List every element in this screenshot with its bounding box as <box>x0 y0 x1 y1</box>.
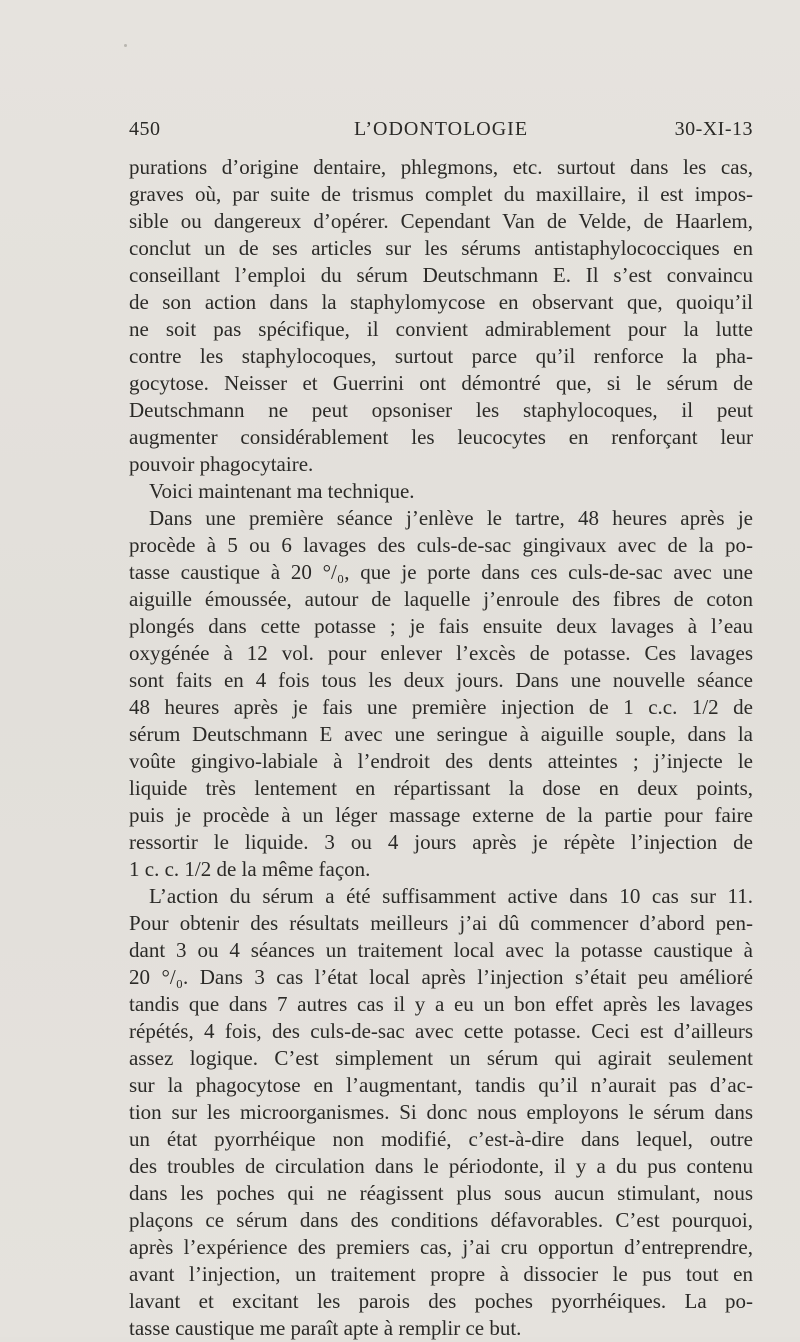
text-line: lavant et excitant les parois des poches pyorrhéiques. La po- <box>129 1289 753 1313</box>
text-line: L’action du sérum a été suffisamment active dans 10 cas sur 11. <box>149 884 753 908</box>
text-line: plaçons ce sérum dans des conditions défavorables. C’est pourquoi, <box>129 1208 753 1232</box>
text-line: après l’expérience des premiers cas, j’ai cru opportun d’entreprendre, <box>129 1235 753 1259</box>
text-line: procède à 5 ou 6 lavages des culs-de-sac gingivaux avec de la po- <box>129 533 753 557</box>
text-line: oxygénée à 12 vol. pour enlever l’excès de potasse. Ces lavages <box>129 641 753 665</box>
text-line: plongés dans cette potasse ; je fais ensuite deux lavages à l’eau <box>129 614 753 638</box>
text-line: répétés, 4 fois, des culs-de-sac avec cette potasse. Ceci est d’ailleurs <box>129 1019 753 1043</box>
text-line: sont faits en 4 fois tous les deux jours. Dans une nouvelle séance <box>129 668 753 692</box>
text-line: gocytose. Neisser et Guerrini ont démontré que, si le sérum de <box>129 371 753 395</box>
text-line: un état pyorrhéique non modifié, c’est-à-dire dans lequel, outre <box>129 1127 753 1151</box>
text-line: conseillant l’emploi du sérum Deutschmann E. Il s’est convaincu <box>129 263 753 287</box>
text-line: dans les poches qui ne réagissent plus sous aucun stimulant, nous <box>129 1181 753 1205</box>
text-line: voûte gingivo-labiale à l’endroit des dents atteintes ; j’injecte le <box>129 749 753 773</box>
text-line: 48 heures après je fais une première injection de 1 c.c. 1/2 de <box>129 695 753 719</box>
text-line: tandis que dans 7 autres cas il y a eu un bon effet après les lavages <box>129 992 753 1016</box>
text-line: tasse caustique à 20 °/₀, que je porte dans ces culs-de-sac avec une <box>129 560 753 584</box>
body-text <box>129 154 753 1342</box>
text-line: de son action dans la staphylomycose en observant que, quoiqu’il <box>129 290 753 314</box>
page-speck <box>124 44 127 47</box>
text-line: assez logique. C’est simplement un sérum qui agirait seulement <box>129 1046 753 1070</box>
text-line: tasse caustique me paraît apte à remplir ce but. <box>129 1316 522 1340</box>
text-line: pouvoir phagocytaire. <box>129 452 314 476</box>
text-line: contre les staphylocoques, surtout parce qu’il renforce la pha- <box>129 344 753 368</box>
text-line: sible ou dangereux d’opérer. Cependant Van de Velde, de Haarlem, <box>129 209 753 233</box>
text-line: sur la phagocytose en l’augmentant, tandis qu’il n’aurait pas d’ac- <box>129 1073 753 1097</box>
text-line: graves où, par suite de trismus complet du maxillaire, il est impos- <box>129 182 753 206</box>
text-line: ressortir le liquide. 3 ou 4 jours après je répète l’injection de <box>129 830 753 854</box>
text-line: aiguille émoussée, autour de laquelle j’enroule des fibres de coton <box>129 587 753 611</box>
text-line: augmenter considérablement les leucocytes en renforçant leur <box>129 425 753 449</box>
text-line: des troubles de circulation dans le périodonte, il y a du pus contenu <box>129 1154 753 1178</box>
issue-date: 30-XI-13 <box>674 118 753 140</box>
text-line: dant 3 ou 4 séances un traitement local avec la potasse caustique à <box>129 938 753 962</box>
journal-title: L’ODONTOLOGIE <box>353 118 529 140</box>
text-line: Deutschmann ne peut opsoniser les staphylocoques, il peut <box>129 398 753 422</box>
text-line: purations d’origine dentaire, phlegmons, etc. surtout dans les cas, <box>129 155 753 179</box>
text-line: 1 c. c. 1/2 de la même façon. <box>129 857 371 881</box>
text-line: Pour obtenir des résultats meilleurs j’ai dû commencer d’abord pen- <box>129 911 753 935</box>
text-line: tion sur les microorganismes. Si donc nous employons le sérum dans <box>129 1100 753 1124</box>
text-line: puis je procède à un léger massage externe de la partie pour faire <box>129 803 753 827</box>
text-line: conclut un de ses articles sur les sérums antistaphylococciques en <box>129 236 753 260</box>
text-line: 20 °/₀. Dans 3 cas l’état local après l’injection s’était peu amélioré <box>129 965 753 989</box>
running-header <box>129 118 753 146</box>
text-line: avant l’injection, un traitement propre à dissocier le pus tout en <box>129 1262 753 1286</box>
text-line: Voici maintenant ma technique. <box>149 479 415 503</box>
text-line: sérum Deutschmann E avec une seringue à aiguille souple, dans la <box>129 722 753 746</box>
text-line: liquide très lentement en répartissant la dose en deux points, <box>129 776 753 800</box>
text-line: Dans une première séance j’enlève le tartre, 48 heures après je <box>149 506 753 530</box>
text-line: ne soit pas spécifique, il convient admirablement pour la lutte <box>129 317 753 341</box>
page-number: 450 <box>129 118 161 140</box>
